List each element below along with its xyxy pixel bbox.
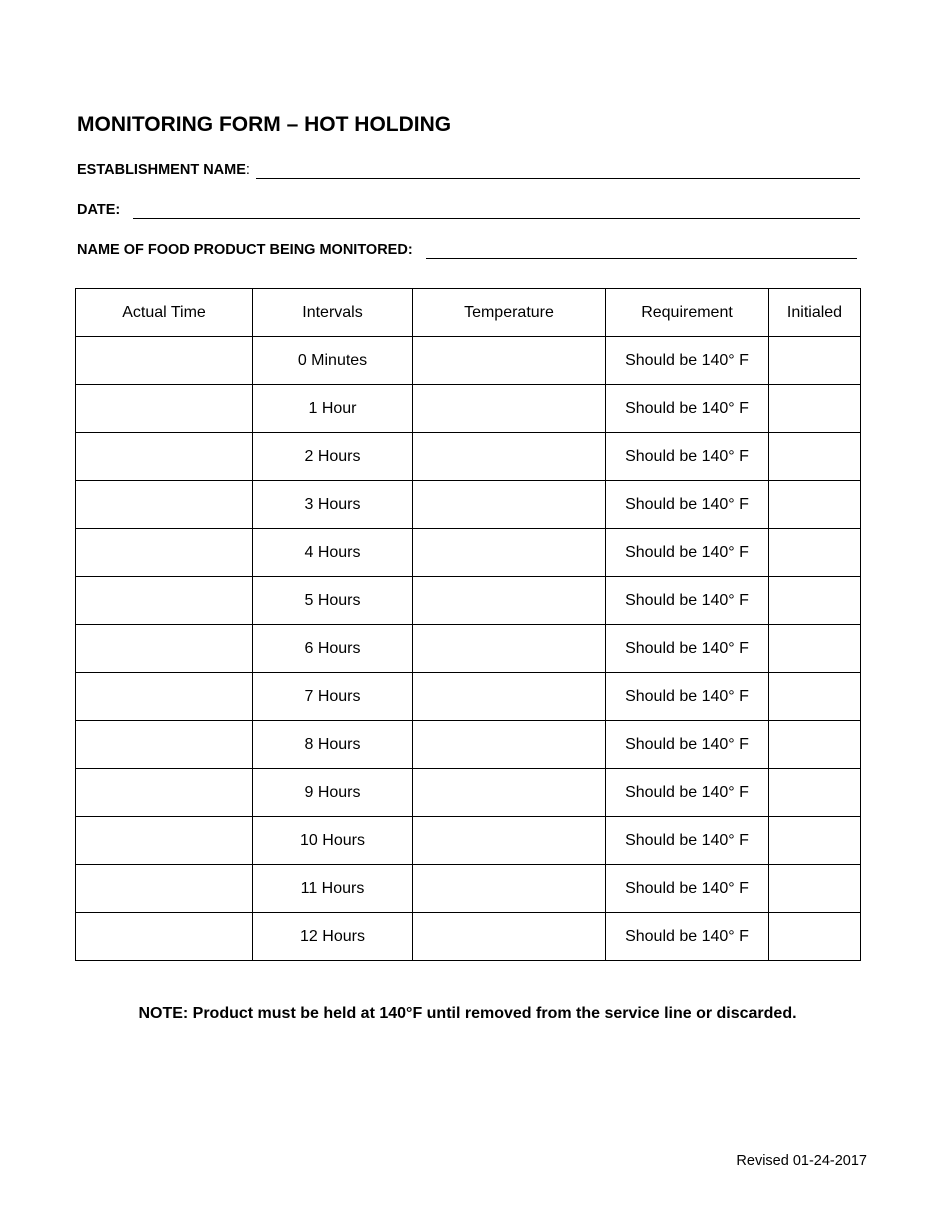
- initialed-cell[interactable]: [769, 337, 861, 385]
- temperature-cell[interactable]: [413, 721, 606, 769]
- actual-time-cell[interactable]: [76, 433, 253, 481]
- temperature-cell[interactable]: [413, 625, 606, 673]
- requirement-cell: Should be 140° F: [606, 769, 769, 817]
- actual-time-cell[interactable]: [76, 673, 253, 721]
- requirement-cell: Should be 140° F: [606, 529, 769, 577]
- table-row: [76, 913, 861, 961]
- actual-time-cell[interactable]: [76, 577, 253, 625]
- actual-time-cell[interactable]: [76, 769, 253, 817]
- table-row: [76, 337, 861, 385]
- header-initialed: Initialed: [769, 289, 861, 337]
- actual-time-cell[interactable]: [76, 817, 253, 865]
- header-requirement: Requirement: [606, 289, 769, 337]
- temperature-cell[interactable]: [413, 577, 606, 625]
- revised-date: Revised 01-24-2017: [736, 1153, 867, 1169]
- temperature-cell[interactable]: [413, 673, 606, 721]
- initialed-cell[interactable]: [769, 817, 861, 865]
- requirement-cell: Should be 140° F: [606, 433, 769, 481]
- actual-time-cell[interactable]: [76, 865, 253, 913]
- actual-time-cell[interactable]: [76, 721, 253, 769]
- initialed-cell[interactable]: [769, 913, 861, 961]
- date-row: [77, 202, 860, 218]
- header-temperature: Temperature: [413, 289, 606, 337]
- interval-cell: 2 Hours: [253, 433, 413, 481]
- actual-time-cell[interactable]: [76, 481, 253, 529]
- actual-time-cell[interactable]: [76, 337, 253, 385]
- initialed-cell[interactable]: [769, 673, 861, 721]
- temperature-cell[interactable]: [413, 433, 606, 481]
- food-product-field[interactable]: [426, 244, 857, 259]
- interval-cell: 10 Hours: [253, 817, 413, 865]
- interval-cell: 11 Hours: [253, 865, 413, 913]
- table-row: [76, 385, 861, 433]
- interval-cell: 3 Hours: [253, 481, 413, 529]
- interval-cell: 0 Minutes: [253, 337, 413, 385]
- temperature-cell[interactable]: [413, 865, 606, 913]
- temperature-cell[interactable]: [413, 529, 606, 577]
- monitoring-table: [75, 288, 861, 961]
- actual-time-cell[interactable]: [76, 385, 253, 433]
- initialed-cell[interactable]: [769, 481, 861, 529]
- interval-cell: 5 Hours: [253, 577, 413, 625]
- interval-cell: 7 Hours: [253, 673, 413, 721]
- table-row: [76, 673, 861, 721]
- initialed-cell[interactable]: [769, 529, 861, 577]
- table-row: [76, 529, 861, 577]
- table-row: [76, 769, 861, 817]
- note-text: NOTE: Product must be held at 140°F until removed from the service line or discarded.: [138, 1005, 797, 1022]
- food-product-label: NAME OF FOOD PRODUCT BEING MONITORED:: [77, 242, 413, 258]
- interval-cell: 8 Hours: [253, 721, 413, 769]
- temperature-cell[interactable]: [413, 481, 606, 529]
- requirement-cell: Should be 140° F: [606, 481, 769, 529]
- initialed-cell[interactable]: [769, 385, 861, 433]
- requirement-cell: Should be 140° F: [606, 721, 769, 769]
- interval-cell: 9 Hours: [253, 769, 413, 817]
- actual-time-cell[interactable]: [76, 913, 253, 961]
- table-row: [76, 865, 861, 913]
- requirement-cell: Should be 140° F: [606, 577, 769, 625]
- requirement-cell: Should be 140° F: [606, 817, 769, 865]
- table-row: [76, 721, 861, 769]
- date-field[interactable]: [133, 204, 860, 219]
- date-label: DATE:: [77, 202, 121, 218]
- form-title: MONITORING FORM – HOT HOLDING: [77, 113, 452, 136]
- initialed-cell[interactable]: [769, 769, 861, 817]
- table-row: [76, 577, 861, 625]
- interval-cell: 1 Hour: [253, 385, 413, 433]
- interval-cell: 6 Hours: [253, 625, 413, 673]
- establishment-name-field[interactable]: [256, 164, 860, 179]
- temperature-cell[interactable]: [413, 769, 606, 817]
- header-intervals: Intervals: [253, 289, 413, 337]
- table-header-row: [76, 289, 861, 337]
- table-row: [76, 817, 861, 865]
- temperature-cell[interactable]: [413, 337, 606, 385]
- actual-time-cell[interactable]: [76, 625, 253, 673]
- actual-time-cell[interactable]: [76, 529, 253, 577]
- initialed-cell[interactable]: [769, 721, 861, 769]
- table-row: [76, 625, 861, 673]
- temperature-cell[interactable]: [413, 385, 606, 433]
- initialed-cell[interactable]: [769, 433, 861, 481]
- requirement-cell: Should be 140° F: [606, 673, 769, 721]
- interval-cell: 4 Hours: [253, 529, 413, 577]
- requirement-cell: Should be 140° F: [606, 913, 769, 961]
- initialed-cell[interactable]: [769, 577, 861, 625]
- initialed-cell[interactable]: [769, 625, 861, 673]
- establishment-name-row: [77, 162, 860, 178]
- food-product-row: [77, 242, 857, 258]
- table-row: [76, 481, 861, 529]
- temperature-cell[interactable]: [413, 913, 606, 961]
- requirement-cell: Should be 140° F: [606, 337, 769, 385]
- temperature-cell[interactable]: [413, 817, 606, 865]
- establishment-name-label: ESTABLISHMENT NAME:: [77, 162, 250, 178]
- header-actual-time: Actual Time: [76, 289, 253, 337]
- initialed-cell[interactable]: [769, 865, 861, 913]
- requirement-cell: Should be 140° F: [606, 385, 769, 433]
- table-row: [76, 433, 861, 481]
- requirement-cell: Should be 140° F: [606, 865, 769, 913]
- interval-cell: 12 Hours: [253, 913, 413, 961]
- requirement-cell: Should be 140° F: [606, 625, 769, 673]
